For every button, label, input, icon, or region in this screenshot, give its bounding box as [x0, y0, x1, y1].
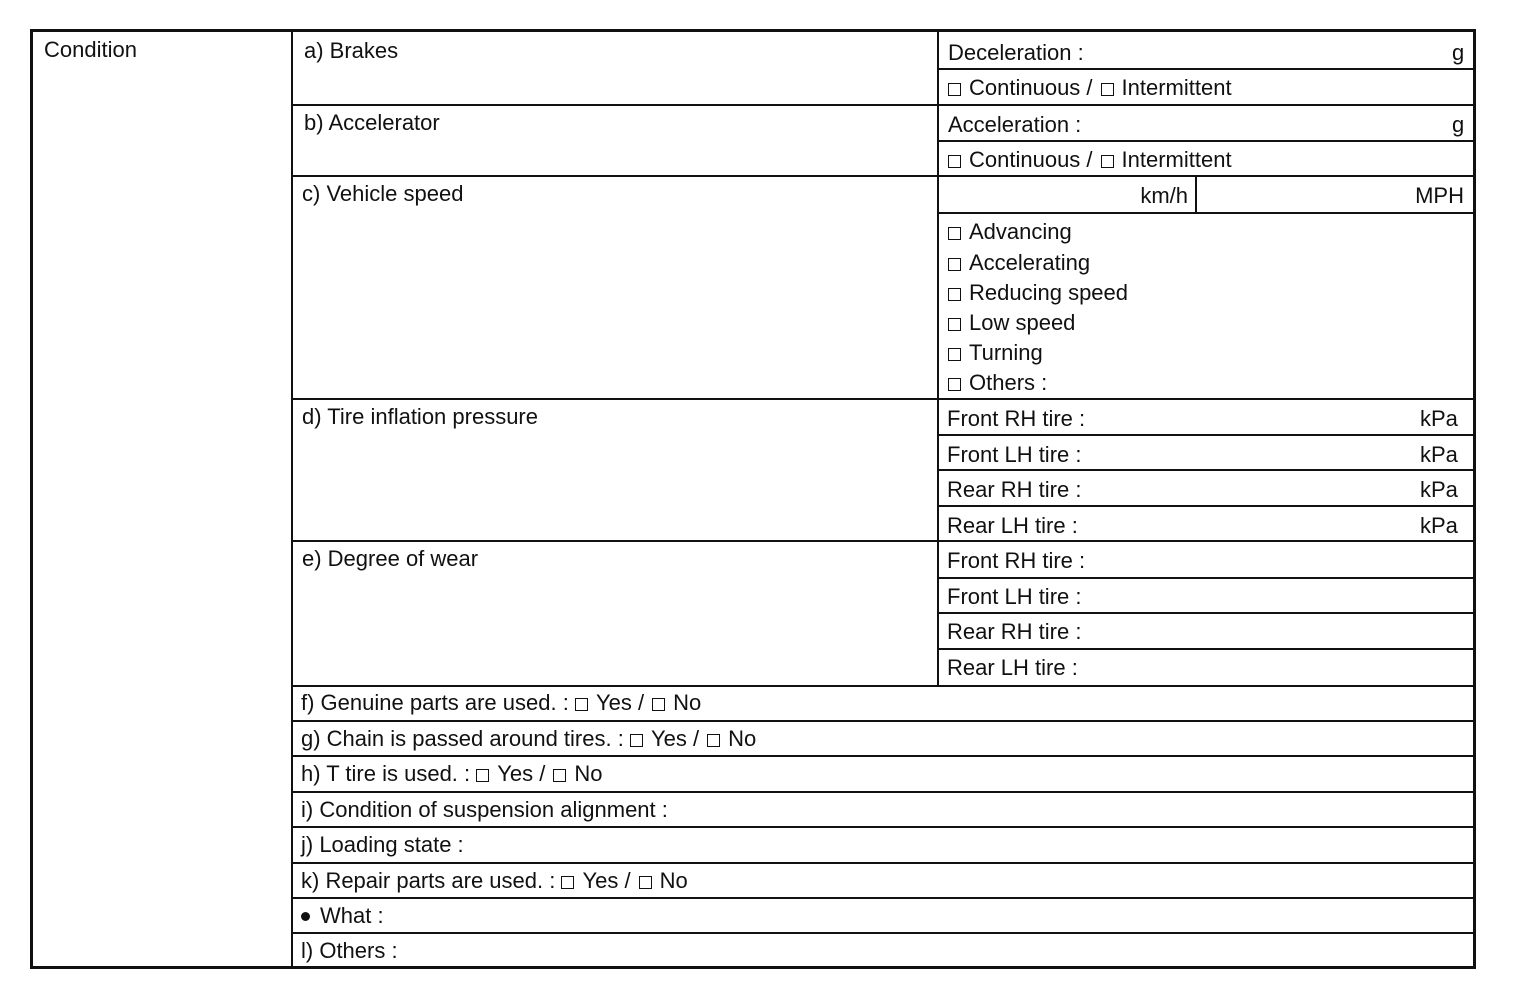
wear-front-lh[interactable]: Front LH tire :: [947, 584, 1082, 609]
accelerator-pattern-row: [948, 149, 1232, 171]
intermittent-checkbox[interactable]: [1101, 155, 1114, 168]
checkbox[interactable]: [948, 378, 961, 391]
condition-label: Condition: [44, 37, 137, 62]
pressure-rear-rh[interactable]: Rear RH tire :: [947, 477, 1082, 502]
intermittent-label: Intermittent: [1121, 75, 1232, 100]
wear-rear-rh[interactable]: Rear RH tire :: [947, 619, 1082, 644]
yes-label: Yes /: [497, 761, 546, 786]
divider-value-column: [937, 29, 939, 685]
sub-line-pressure-1: [937, 434, 1476, 436]
row-line-gh: [291, 755, 1476, 757]
speed-option-low[interactable]: [948, 312, 1075, 334]
pressure-rear-lh[interactable]: Rear LH tire :: [947, 513, 1078, 538]
speed-option-others[interactable]: [948, 372, 1047, 394]
sub-line-pressure-2: [937, 469, 1476, 471]
sub-line-wear-2: [937, 612, 1476, 614]
row-line-bc: [291, 175, 1476, 177]
yes-checkbox[interactable]: [575, 698, 588, 711]
speed-option-advancing[interactable]: [948, 221, 1072, 243]
pressure-unit: kPa: [1420, 442, 1458, 467]
checkbox[interactable]: [948, 227, 961, 240]
sub-line-wear-1: [937, 577, 1476, 579]
sub-line-speed: [937, 212, 1476, 214]
speed-mph-field[interactable]: MPH: [1415, 183, 1464, 208]
outer-border-bottom: [30, 966, 1476, 969]
yes-checkbox[interactable]: [476, 769, 489, 782]
repair-parts-label: k) Repair parts are used. :: [301, 868, 556, 893]
option-label: Turning: [969, 340, 1043, 365]
pressure-front-lh[interactable]: Front LH tire :: [947, 442, 1082, 467]
pressure-front-rh[interactable]: Front RH tire :: [947, 406, 1086, 431]
what-label: What :: [320, 903, 384, 928]
checkbox[interactable]: [948, 288, 961, 301]
no-label: No: [574, 761, 603, 786]
others-field[interactable]: l) Others :: [301, 938, 398, 963]
acceleration-unit: g: [1452, 112, 1465, 137]
checkbox[interactable]: [948, 258, 961, 271]
speed-option-reducing[interactable]: [948, 282, 1128, 304]
sub-line-brakes: [937, 68, 1476, 70]
option-label: Advancing: [969, 219, 1072, 244]
yes-label: Yes /: [595, 690, 645, 715]
deceleration-label[interactable]: Deceleration :: [948, 40, 1084, 65]
t-tire-row: [301, 763, 603, 785]
row-line-ef: [291, 685, 1476, 687]
intermittent-checkbox[interactable]: [1101, 83, 1114, 96]
row-line-fg: [291, 720, 1476, 722]
option-label: Reducing speed: [969, 280, 1129, 305]
pressure-unit: kPa: [1420, 477, 1458, 502]
speed-kmh-field[interactable]: km/h: [1140, 183, 1188, 208]
intermittent-label: Intermittent: [1121, 147, 1232, 172]
row-line-de: [291, 540, 1476, 542]
no-checkbox[interactable]: [553, 769, 566, 782]
continuous-label: Continuous /: [969, 75, 1093, 100]
brakes-pattern-row: [948, 77, 1232, 99]
yes-label: Yes /: [650, 726, 700, 751]
yes-checkbox[interactable]: [630, 734, 643, 747]
genuine-parts-label: f) Genuine parts are used. :: [301, 690, 569, 715]
chain-label: g) Chain is passed around tires. :: [301, 726, 624, 751]
continuous-checkbox[interactable]: [948, 155, 961, 168]
acceleration-label[interactable]: Acceleration :: [948, 112, 1082, 137]
checkbox[interactable]: [948, 348, 961, 361]
divider-condition-column: [291, 29, 293, 969]
pressure-unit: kPa: [1420, 406, 1458, 431]
option-label: Others :: [969, 370, 1048, 395]
row-line-ab: [291, 104, 1476, 106]
sub-line-wear-3: [937, 648, 1476, 650]
no-checkbox[interactable]: [652, 698, 665, 711]
no-label: No: [673, 690, 702, 715]
brakes-label: a) Brakes: [304, 38, 399, 63]
wear-rear-lh[interactable]: Rear LH tire :: [947, 655, 1078, 680]
no-label: No: [728, 726, 757, 751]
speed-option-turning[interactable]: [948, 342, 1043, 364]
repair-parts-row: [301, 870, 688, 892]
sub-line-pressure-3: [937, 505, 1476, 507]
tire-pressure-label: d) Tire inflation pressure: [302, 404, 538, 429]
accelerator-label: b) Accelerator: [304, 110, 440, 135]
continuous-checkbox[interactable]: [948, 83, 961, 96]
outer-border-left: [30, 29, 33, 969]
chain-row: [301, 728, 756, 750]
option-label: Accelerating: [969, 250, 1091, 275]
checkbox[interactable]: [948, 318, 961, 331]
what-field[interactable]: [301, 905, 384, 927]
wear-front-rh[interactable]: Front RH tire :: [947, 548, 1086, 573]
vehicle-speed-label: c) Vehicle speed: [302, 181, 464, 206]
row-line-hi: [291, 791, 1476, 793]
yes-label: Yes /: [582, 868, 631, 893]
outer-border-top: [30, 29, 1476, 32]
loading-field[interactable]: j) Loading state :: [301, 832, 464, 857]
bullet-icon: [301, 912, 310, 921]
genuine-parts-row: [301, 692, 701, 714]
row-line-ij: [291, 826, 1476, 828]
outer-border-right: [1473, 29, 1476, 969]
continuous-label: Continuous /: [969, 147, 1093, 172]
t-tire-label: h) T tire is used. :: [301, 761, 471, 786]
deceleration-unit: g: [1452, 40, 1465, 65]
no-label: No: [659, 868, 688, 893]
row-line-cd: [291, 398, 1476, 400]
speed-option-accelerating[interactable]: [948, 252, 1090, 274]
yes-checkbox[interactable]: [561, 876, 574, 889]
suspension-field[interactable]: i) Condition of suspension alignment :: [301, 797, 668, 822]
sub-line-accel: [937, 140, 1476, 142]
row-line-jk: [291, 862, 1476, 864]
row-line-wl: [291, 932, 1476, 934]
no-checkbox[interactable]: [707, 734, 720, 747]
divider-speed-units: [1195, 175, 1197, 214]
wear-label: e) Degree of wear: [302, 546, 479, 571]
pressure-unit: kPa: [1420, 513, 1458, 538]
option-label: Low speed: [969, 310, 1076, 335]
row-line-kw: [291, 897, 1476, 899]
no-checkbox[interactable]: [639, 876, 652, 889]
